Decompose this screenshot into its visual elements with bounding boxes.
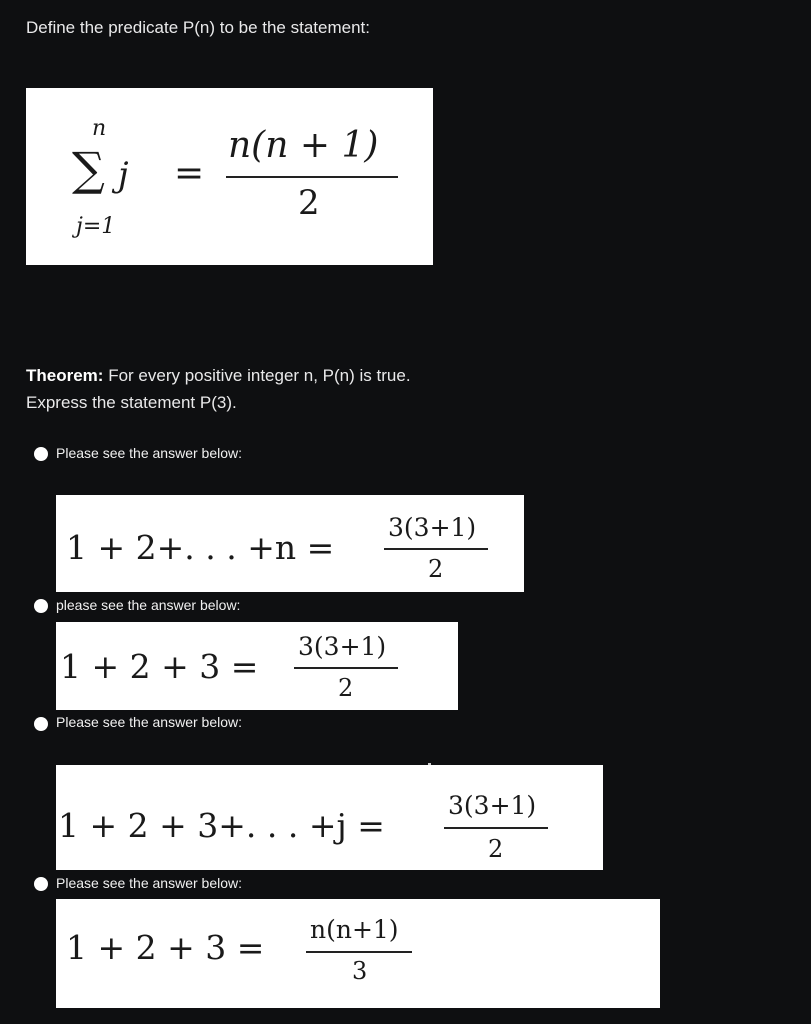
option-4-denominator: 3 (352, 957, 368, 985)
option-3-answer-image (56, 765, 603, 870)
sum-variable: j (118, 155, 129, 195)
question-prompt: Express the statement P(3). (26, 393, 237, 412)
theorem-label: Theorem: (26, 366, 104, 385)
theorem-statement (26, 366, 411, 386)
option-1-radio[interactable] (34, 447, 48, 461)
sum-symbol: ∑ (72, 142, 105, 196)
option-1-fraction-bar (384, 548, 488, 550)
formula-fraction-bar (226, 176, 398, 178)
option-3-denominator: 2 (488, 835, 504, 863)
option-2-answer-image (56, 622, 458, 710)
option-2-lhs: 1 + 2 + 3 = (60, 647, 259, 686)
option-4-lhs: 1 + 2 + 3 = (66, 928, 265, 967)
option-1-denominator: 2 (428, 555, 444, 583)
formula-denominator: 2 (298, 183, 320, 223)
option-4-fraction-bar (306, 951, 412, 953)
option-4-radio[interactable] (34, 877, 48, 891)
option-3-fraction-bar (444, 827, 548, 829)
option-4-numerator: n(n+1) (310, 915, 399, 944)
option-3-label[interactable]: Please see the answer below: (56, 714, 242, 730)
option-4-answer-image (56, 899, 660, 1008)
sum-lower-limit: j=1 (76, 214, 116, 239)
definition-text: Define the predicate P(n) to be the statement: (26, 18, 370, 37)
option-3-lhs: 1 + 2 + 3+. . . +j = (58, 806, 385, 845)
option-2-fraction-bar (294, 667, 398, 669)
option-2-radio[interactable] (34, 599, 48, 613)
formula-numerator: n(n + 1) (228, 125, 379, 166)
definition-formula-image (26, 88, 433, 265)
option-1-numerator: 3(3+1) (388, 513, 477, 542)
option-3-numerator: 3(3+1) (448, 791, 537, 820)
option-1-label[interactable]: Please see the answer below: (56, 445, 242, 461)
option-3-radio[interactable] (34, 717, 48, 731)
option-2-denominator: 2 (338, 674, 354, 702)
theorem-text: For every positive integer n, P(n) is true. (108, 366, 411, 385)
option-2-numerator: 3(3+1) (298, 632, 387, 661)
sum-equals: = (174, 153, 205, 194)
option-4-label[interactable]: Please see the answer below: (56, 875, 242, 891)
option-1-lhs: 1 + 2+. . . +n = (66, 528, 335, 567)
option-2-label[interactable]: please see the answer below: (56, 597, 241, 613)
option-1-answer-image (56, 495, 524, 592)
sum-upper-limit: n (92, 116, 107, 141)
